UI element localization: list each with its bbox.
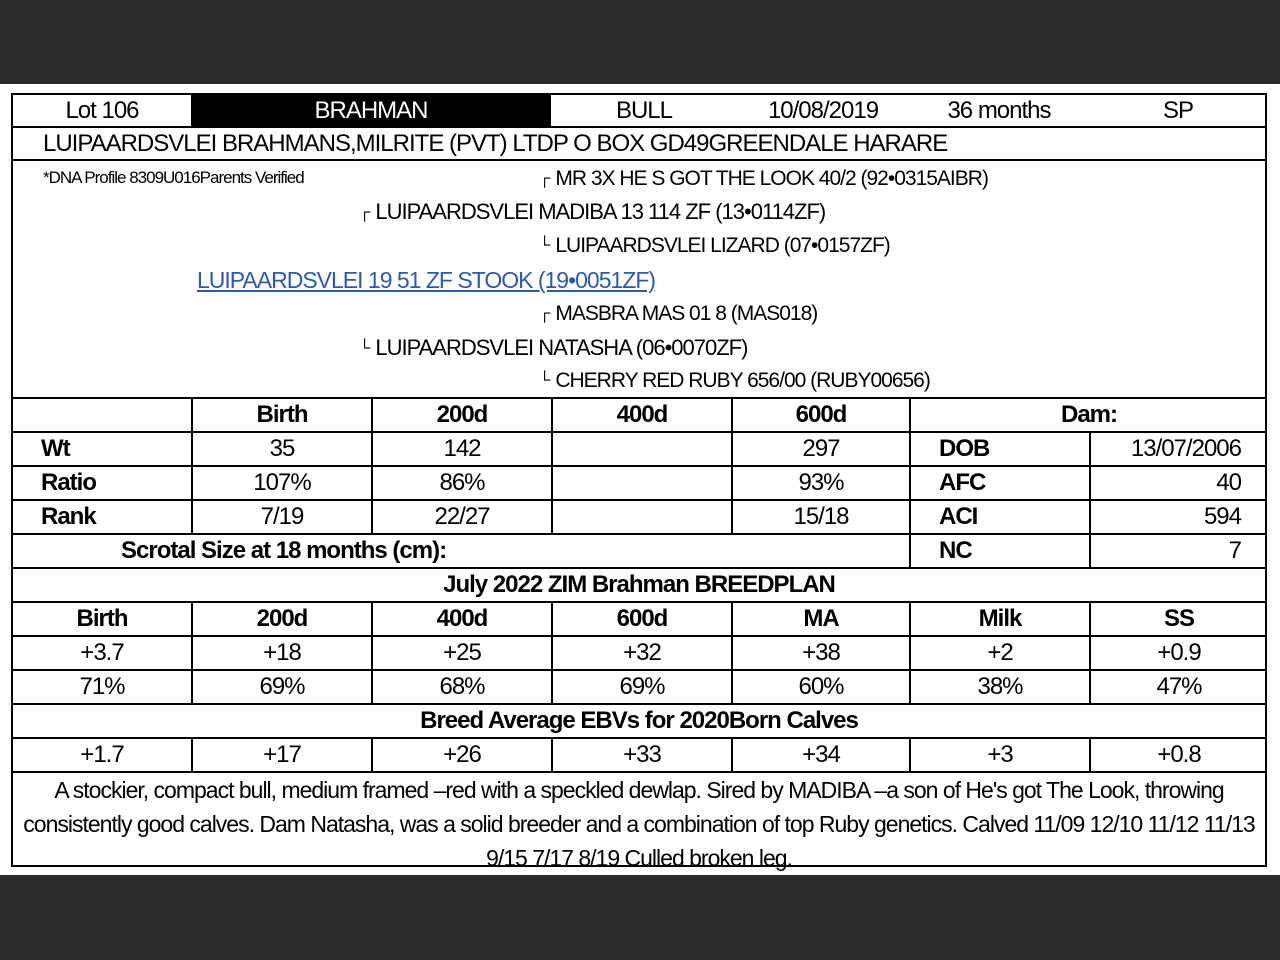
perf-corner [13,399,191,431]
dam-val-nc: 7 [1089,535,1267,567]
sex-label: BULL [615,96,673,124]
wt-600d: 297 [731,433,909,465]
bracket-top-icon: ┌ [539,305,550,322]
perf-row-label: Rank [41,503,96,530]
age-label: 36 months [947,96,1051,124]
pedigree-sire-dam [539,235,890,256]
breedplan-title: July 2022 ZIM Brahman BREEDPLAN [443,571,835,598]
ebv-head-ma: MA [731,603,909,635]
ebv-head-600d: 600d [551,603,731,635]
perf-row-wt [13,433,1265,467]
code-label: SP [1162,96,1193,124]
perf-row-label: Ratio [41,469,96,496]
avg-birth: +1.7 [80,741,124,768]
scrotal-row [13,535,1265,569]
dam-key-afc: AFC [909,467,1089,499]
perf-row-rank [13,501,1265,535]
dam-key-dob: DOB [909,433,1089,465]
ebv-value-row [13,637,1265,671]
pedigree-dam-sire [539,303,817,324]
avg-200d: +17 [191,739,371,771]
rank-400d [551,501,731,533]
ebv-400d: +25 [371,637,551,669]
pedigree-dam-dam [539,370,930,391]
avg-ss: +0.8 [1089,739,1267,771]
animal-name-link[interactable]: LUIPAARDSVLEI 19 51 ZF STOOK (19•0051ZF) [197,267,656,293]
acc-400d: 68% [371,671,551,703]
acc-milk: 38% [909,671,1089,703]
rank-200d: 22/27 [371,501,551,533]
birth-date: 10/08/2019 [767,96,879,124]
dam-name: LUIPAARDSVLEI NATASHA (06•0070ZF) [375,335,748,360]
dam-val-dob: 13/07/2006 [1089,433,1267,465]
lot-number: Lot 106 [65,96,139,124]
wt-400d [551,433,731,465]
dam-key-aci: ACI [909,501,1089,533]
ebv-head-birth: Birth [76,605,128,632]
ratio-birth: 107% [191,467,371,499]
ebv-birth: +3.7 [80,639,124,666]
breed-avg-title-row [13,705,1265,739]
ebv-200d: +18 [191,637,371,669]
document-sheet [0,84,1280,875]
acc-birth: 71% [79,673,125,700]
ratio-200d: 86% [371,467,551,499]
owner-row [13,128,1265,161]
bracket-top-icon: ┌ [539,170,550,187]
perf-head-400d: 400d [551,399,731,431]
ebv-header-row [13,603,1265,637]
acc-ma: 60% [731,671,909,703]
avg-400d: +26 [371,739,551,771]
ebv-head-milk: Milk [909,603,1089,635]
ebv-head-200d: 200d [191,603,371,635]
pedigree-sire-sire [539,168,988,189]
avg-600d: +33 [551,739,731,771]
dam-val-afc: 40 [1089,467,1267,499]
perf-row-label: Wt [41,435,70,462]
ebv-600d: +32 [551,637,731,669]
wt-200d: 142 [371,433,551,465]
avg-ma: +34 [731,739,909,771]
bracket-top-icon: ┌ [359,204,370,221]
bracket-bottom-icon: └ [539,237,550,254]
dam-key-nc: NC [909,535,1089,567]
perf-head-200d: 200d [371,399,551,431]
pedigree-dam [359,337,747,359]
ebv-ma: +38 [731,637,909,669]
pedigree-sire [359,201,825,223]
dam-sire-name: MASBRA MAS 01 8 (MAS018) [555,302,818,325]
wt-birth: 35 [191,433,371,465]
comment-text: A stockier, compact bull, medium framed –red with a speckled dewlap. Sired by MADIBA –a son of He's got The Look, throwing consistently good calves. Dam Natasha, was a solid breeder and a combination of top Ruby genetics. Calved 11/09 12/10 11/12 11/13 9/15 7/17 8/19 Culled broken leg. [23,777,1255,871]
perf-header-row [13,399,1265,433]
acc-200d: 69% [191,671,371,703]
ebv-head-ss: SS [1089,603,1267,635]
dam-val-aci: 594 [1089,501,1267,533]
lot-card [11,93,1267,871]
dna-profile: *DNA Profile 8309U016Parents Verified [43,168,304,187]
sire-name: LUIPAARDSVLEI MADIBA 13 114 ZF (13•0114ZF) [375,199,826,224]
ebv-ss: +0.9 [1089,637,1267,669]
dam-dam-name: CHERRY RED RUBY 656/00 (RUBY00656) [555,369,930,392]
rank-600d: 15/18 [731,501,909,533]
rank-birth: 7/19 [191,501,371,533]
sire-dam-name: LUIPAARDSVLEI LIZARD (07•0157ZF) [555,234,890,257]
bracket-bottom-icon: └ [539,372,550,389]
owner-address: LUIPAARDSVLEI BRAHMANS,MILRITE (PVT) LTDP O BOX GD49GREENDALE HARARE [43,129,948,157]
breed-avg-title: Breed Average EBVs for 2020Born Calves [420,707,858,734]
perf-head-600d: 600d [731,399,909,431]
ebv-accuracy-row [13,671,1265,705]
breedplan-title-row [13,569,1265,603]
acc-600d: 69% [551,671,731,703]
breed-avg-row [13,739,1265,773]
ebv-head-400d: 400d [371,603,551,635]
bracket-bottom-icon: └ [359,340,370,357]
dam-header: Dam: [909,399,1267,431]
avg-milk: +3 [909,739,1089,771]
breed-label: BRAHMAN [191,95,551,126]
perf-row-ratio [13,467,1265,501]
acc-ss: 47% [1089,671,1267,703]
perf-head-birth: Birth [191,399,371,431]
header-row [13,95,1265,128]
ebv-milk: +2 [909,637,1089,669]
pedigree-block [13,161,1265,399]
sire-sire-name: MR 3X HE S GOT THE LOOK 40/2 (92•0315AIBR) [555,167,988,190]
ratio-600d: 93% [731,467,909,499]
scrotal-label: Scrotal Size at 18 months (cm): [121,537,447,564]
ratio-400d [551,467,731,499]
